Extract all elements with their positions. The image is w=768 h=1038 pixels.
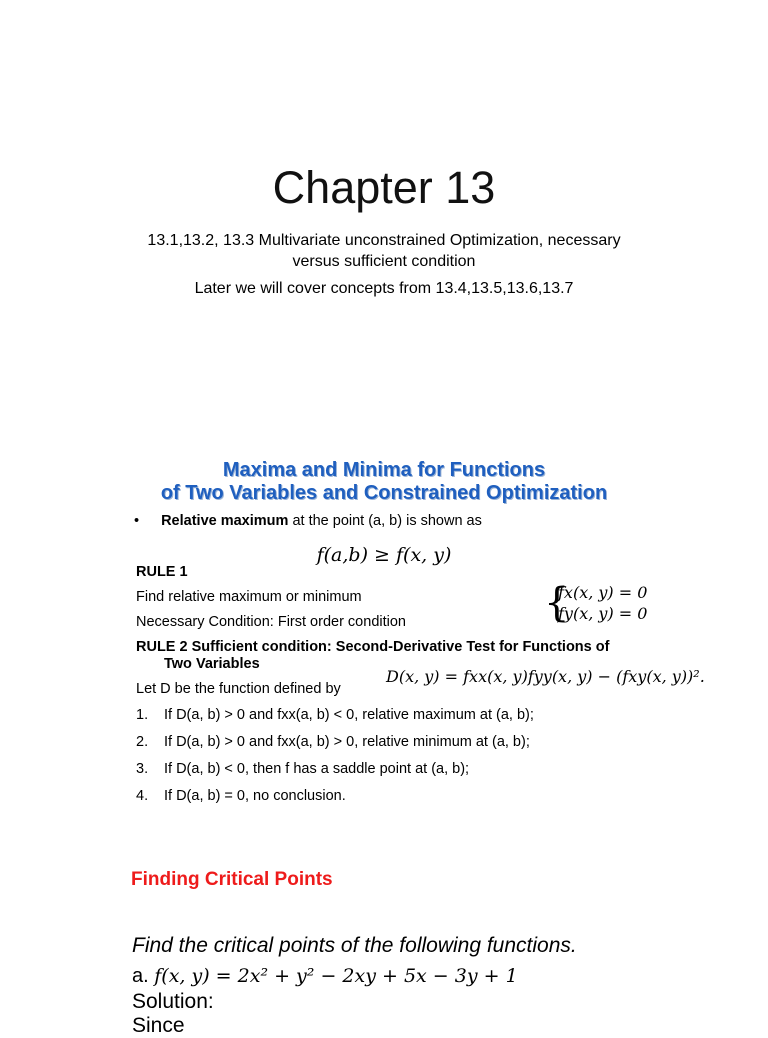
necessary-condition-text: Necessary Condition: First order condition — [136, 614, 406, 630]
system-eq-2: fy(x, y) = 0 — [558, 604, 648, 623]
title-line-1: Maxima and Minima for Functions — [222, 459, 546, 481]
condition-item — [136, 788, 346, 804]
condition-text: If D(a, b) > 0 and fxx(a, b) > 0, relative minimum at (a, b); — [164, 734, 530, 750]
part-a-label: a. — [132, 965, 149, 987]
find-relative-text: Find relative maximum or minimum — [136, 589, 362, 605]
subtitle-line-2: versus sufficient condition — [292, 253, 476, 270]
bullet-rest: at the point (a, b) is shown as — [288, 513, 482, 529]
part-a — [132, 965, 518, 988]
solution-label: Solution: — [132, 990, 214, 1013]
condition-item — [136, 734, 530, 750]
rule1-label: RULE 1 — [136, 564, 188, 580]
critical-points-heading: Finding Critical Points — [131, 869, 333, 890]
let-d-text: Let D be the function defined by — [136, 681, 341, 697]
bullet-dot: • — [134, 513, 140, 529]
system-eq-1: fx(x, y) = 0 — [558, 583, 648, 602]
relative-max-formula: f(a,b) ≥ f(x, y) — [316, 544, 452, 566]
brace-icon: { — [544, 580, 570, 626]
condition-number: 1. — [136, 707, 149, 723]
condition-text: If D(a, b) < 0, then f has a saddle point at (a, b); — [164, 761, 470, 777]
condition-item — [136, 707, 534, 723]
condition-number: 4. — [136, 788, 149, 804]
chapter-title: Chapter 13 — [272, 162, 496, 213]
condition-text: If D(a, b) = 0, no conclusion. — [164, 788, 346, 804]
condition-item — [136, 761, 469, 777]
chapter-subtitle — [100, 230, 668, 272]
subtitle-line-1: 13.1,13.2, 13.3 Multivariate unconstrained Optimization, necessary — [147, 232, 621, 249]
rule2-line-1: RULE 2 Sufficient condition: Second-Derivative Test for Functions of — [136, 639, 610, 655]
rule2-line-2: Two Variables — [164, 656, 260, 672]
title-line-2: of Two Variables and Constrained Optimization — [160, 482, 608, 504]
since-label: Since — [132, 1014, 185, 1037]
bullet-bold: Relative maximum — [161, 513, 289, 529]
part-a-formula: f(x, y) = 2x² + y² − 2xy + 5x − 3y + 1 — [154, 965, 518, 987]
d-formula: D(x, y) = fxx(x, y)fyy(x, y) − (fxy(x, y))². — [386, 667, 705, 686]
system-equations — [558, 582, 647, 624]
maxima-minima-title — [0, 459, 768, 505]
relative-max-bullet — [134, 513, 482, 529]
critical-points-instruction: Find the critical points of the following functions. — [132, 934, 577, 957]
later-topics: Later we will cover concepts from 13.4,13.5,13.6,13.7 — [194, 280, 574, 297]
condition-number: 3. — [136, 761, 149, 777]
condition-text: If D(a, b) > 0 and fxx(a, b) < 0, relative maximum at (a, b); — [164, 707, 534, 723]
condition-number: 2. — [136, 734, 149, 750]
first-order-system — [544, 582, 647, 624]
